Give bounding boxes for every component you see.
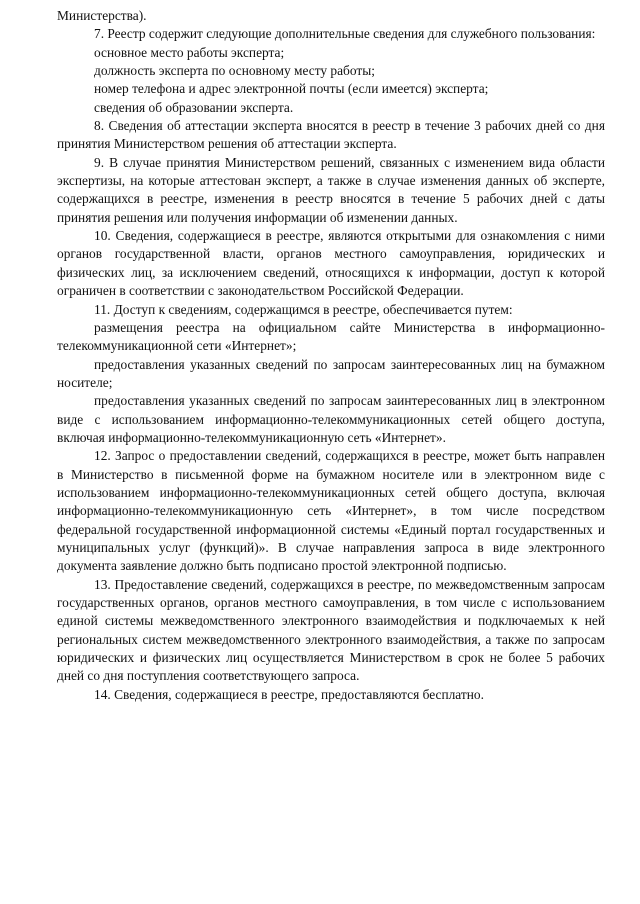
paragraph-14: 14. Сведения, содержащиеся в реестре, предоставляются бесплатно. [94, 686, 484, 702]
paragraph-7-item-contacts: номер телефона и адрес электронной почты (если имеется) эксперта; [94, 81, 489, 97]
paragraph-9: 9. В случае принятия Министерством решений, связанных с изменением вида области экспертизы, на которые аттестован эксперт, а также в случае изменения данных об эксперте, содержащихся в реестре, изменения в реестр вносятся в течение 5 рабочих дней с даты принятия решения или получения информации об изменении данных. [57, 154, 605, 225]
paragraph-11-item-paper: предоставления указанных сведений по запросам заинтересованных лиц на бумажном носителе; [57, 356, 605, 390]
document-body [57, 7, 605, 704]
paragraph-11-item-electronic: предоставления указанных сведений по запросам заинтересованных лиц в электронном виде с использованием информационно-телекоммуникационных сетей общего доступа, включая информационно-телекоммуникационную сеть «Интернет». [57, 393, 605, 445]
paragraph-8: 8. Сведения об аттестации эксперта вносятся в реестр в течение 3 рабочих дней со дня принятия Министерством решения об аттестации эксперта. [57, 118, 605, 152]
paragraph-7: 7. Реестр содержит следующие дополнительные сведения для служебного пользования: [94, 26, 596, 42]
paragraph-11-item-website: размещения реестра на официальном сайте Министерства в информационно-телекоммуникационной сети «Интернет»; [57, 319, 605, 354]
paragraph-7-item-position: должность эксперта по основному месту работы; [94, 63, 375, 79]
paragraph-13: 13. Предоставление сведений, содержащихся в реестре, по межведомственным запросам государственных органов, органов местного самоуправления, в том числе с использованием единой системы межведомственного электронного взаимодействия и подключаемых к ней региональных систем межведомственного электронного взаимодействия, а также по запросам юридических и физических лиц осуществляется Министерством в срок не более 5 рабочих дней со дня поступления соответствующего запроса. [57, 576, 605, 684]
paragraph-10: 10. Сведения, содержащиеся в реестре, являются открытыми для ознакомления с ними органов государственной власти, органов местного самоуправления, юридических и физических лиц, за исключением сведений, относящихся к информации, доступ к которой ограничен в соответствии с законодательством Российской Федерации. [57, 228, 605, 299]
paragraph-7-item-education: сведения об образовании эксперта. [94, 99, 294, 115]
paragraph-12: 12. Запрос о предоставлении сведений, содержащихся в реестре, может быть направлен в Министерство в письменной форме на бумажном носителе или в электронном виде с использованием информационно-телекоммуникационных сетей общего доступа, включая информационно-телекоммуникационную сеть «Интернет», в том числе посредством федеральной государственной информационной системы «Единый портал государственных и муниципальных услуг (функций)». В случае направления запроса в виде электронного документа заявление должно быть подписано простой электронной подписью. [57, 448, 605, 574]
paragraph-11: 11. Доступ к сведениям, содержащимся в реестре, обеспечивается путем: [94, 301, 513, 317]
paragraph-continuation: Министерства). [57, 8, 147, 23]
paragraph-7-item-workplace: основное место работы эксперта; [94, 44, 285, 60]
